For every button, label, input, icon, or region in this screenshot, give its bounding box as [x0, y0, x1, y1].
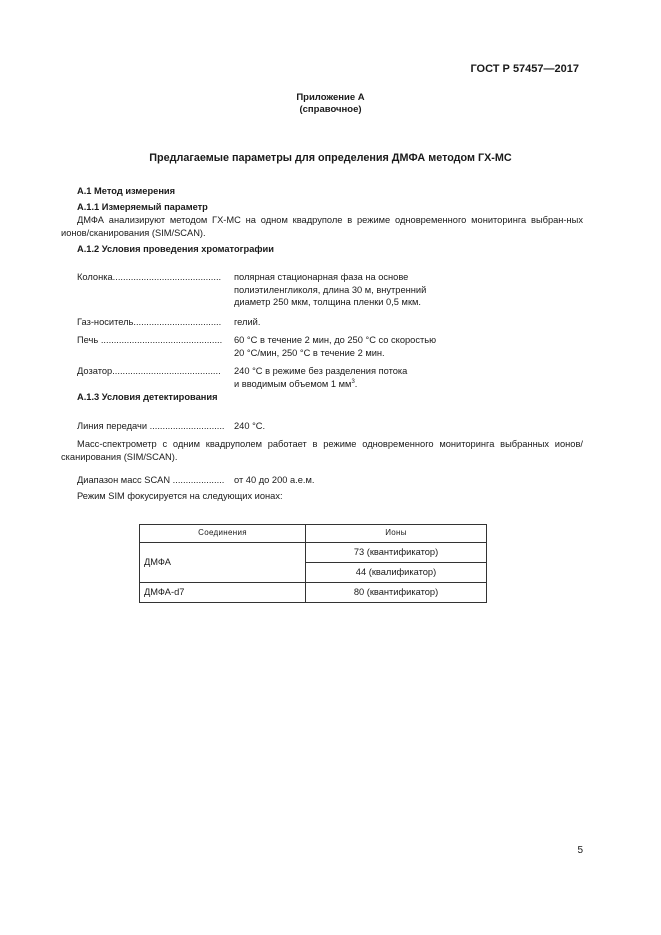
section-a11-text: ДМФА анализируют методом ГХ-МС на одном квадруполе в режиме одновременного мониторинга выбран-ных ионов/сканирования (SIM/SCAN). [61, 215, 583, 238]
document-title: Предлагаемые параметры для определения ДМФА методом ГХ-МС [149, 152, 512, 164]
transfer-line-value: 240 °С. [234, 421, 266, 431]
table-row [140, 543, 487, 563]
document-code: ГОСТ Р 57457—2017 [470, 63, 579, 75]
doser-label: Дозатор.......................................... [77, 366, 221, 376]
ms-description: Масс-спектрометр с одним квадруполем работает в режиме одновременного мониторинга выбранных ионов/ сканирования (SIM/SCAN). [61, 439, 583, 462]
section-a1-heading: А.1 Метод измерения [77, 186, 176, 196]
ions-table [139, 524, 487, 603]
ion-cell: 80 (квантификатор) [306, 583, 487, 603]
section-a11-heading: А.1.1 Измеряемый параметр [77, 202, 208, 212]
carrier-gas-row [77, 316, 583, 329]
oven-label: Печь ............................................... [77, 335, 223, 345]
column-label: Колонка.......................................... [77, 272, 222, 282]
scan-range-label: Диапазон масс SCAN .................... [77, 475, 225, 485]
column-row [77, 271, 583, 309]
carrier-gas-label: Газ-носитель.................................. [77, 317, 222, 327]
compound-cell: ДМФА-d7 [140, 583, 306, 603]
compound-cell: ДМФА [140, 543, 306, 583]
header-compounds: Соединения [140, 525, 306, 543]
scan-range-row [77, 474, 583, 487]
column-value: полярная стационарная фаза на основе полиэтиленгликоля, длина 30 м, внутренний диаметр 250 мкм, толщина пленки 0,5 мкм. [234, 272, 427, 307]
section-a13-heading: А.1.3 Условия детектирования [77, 392, 218, 402]
appendix-subtitle: (справочное) [299, 104, 362, 115]
oven-value: 60 °С в течение 2 мин, до 250 °С со скоростью 20 °С/мин, 250 °С в течение 2 мин. [234, 335, 437, 358]
transfer-line-label: Линия передачи ............................. [77, 421, 225, 431]
ion-cell: 73 (квантификатор) [306, 543, 487, 563]
sim-intro: Режим SIM фокусируется на следующих ионах: [77, 491, 283, 501]
oven-row [77, 334, 583, 359]
appendix-heading [0, 92, 661, 116]
doser-row [77, 365, 583, 390]
transfer-line-row [77, 420, 583, 433]
scan-range-value: от 40 до 200 а.е.м. [234, 475, 315, 485]
ion-cell: 44 (квалификатор) [306, 563, 487, 583]
header-ions: Ионы [306, 525, 487, 543]
section-a12-heading: А.1.2 Условия проведения хроматографии [77, 244, 274, 254]
table-row [140, 583, 487, 603]
appendix-title: Приложение А [296, 92, 365, 103]
table-header-row [140, 525, 487, 543]
carrier-gas-value: гелий. [234, 317, 261, 327]
page-number: 5 [577, 845, 583, 856]
doser-value: 240 °С в режиме без разделения потока и вводимым объемом 1 $мм^3$. [234, 366, 408, 389]
